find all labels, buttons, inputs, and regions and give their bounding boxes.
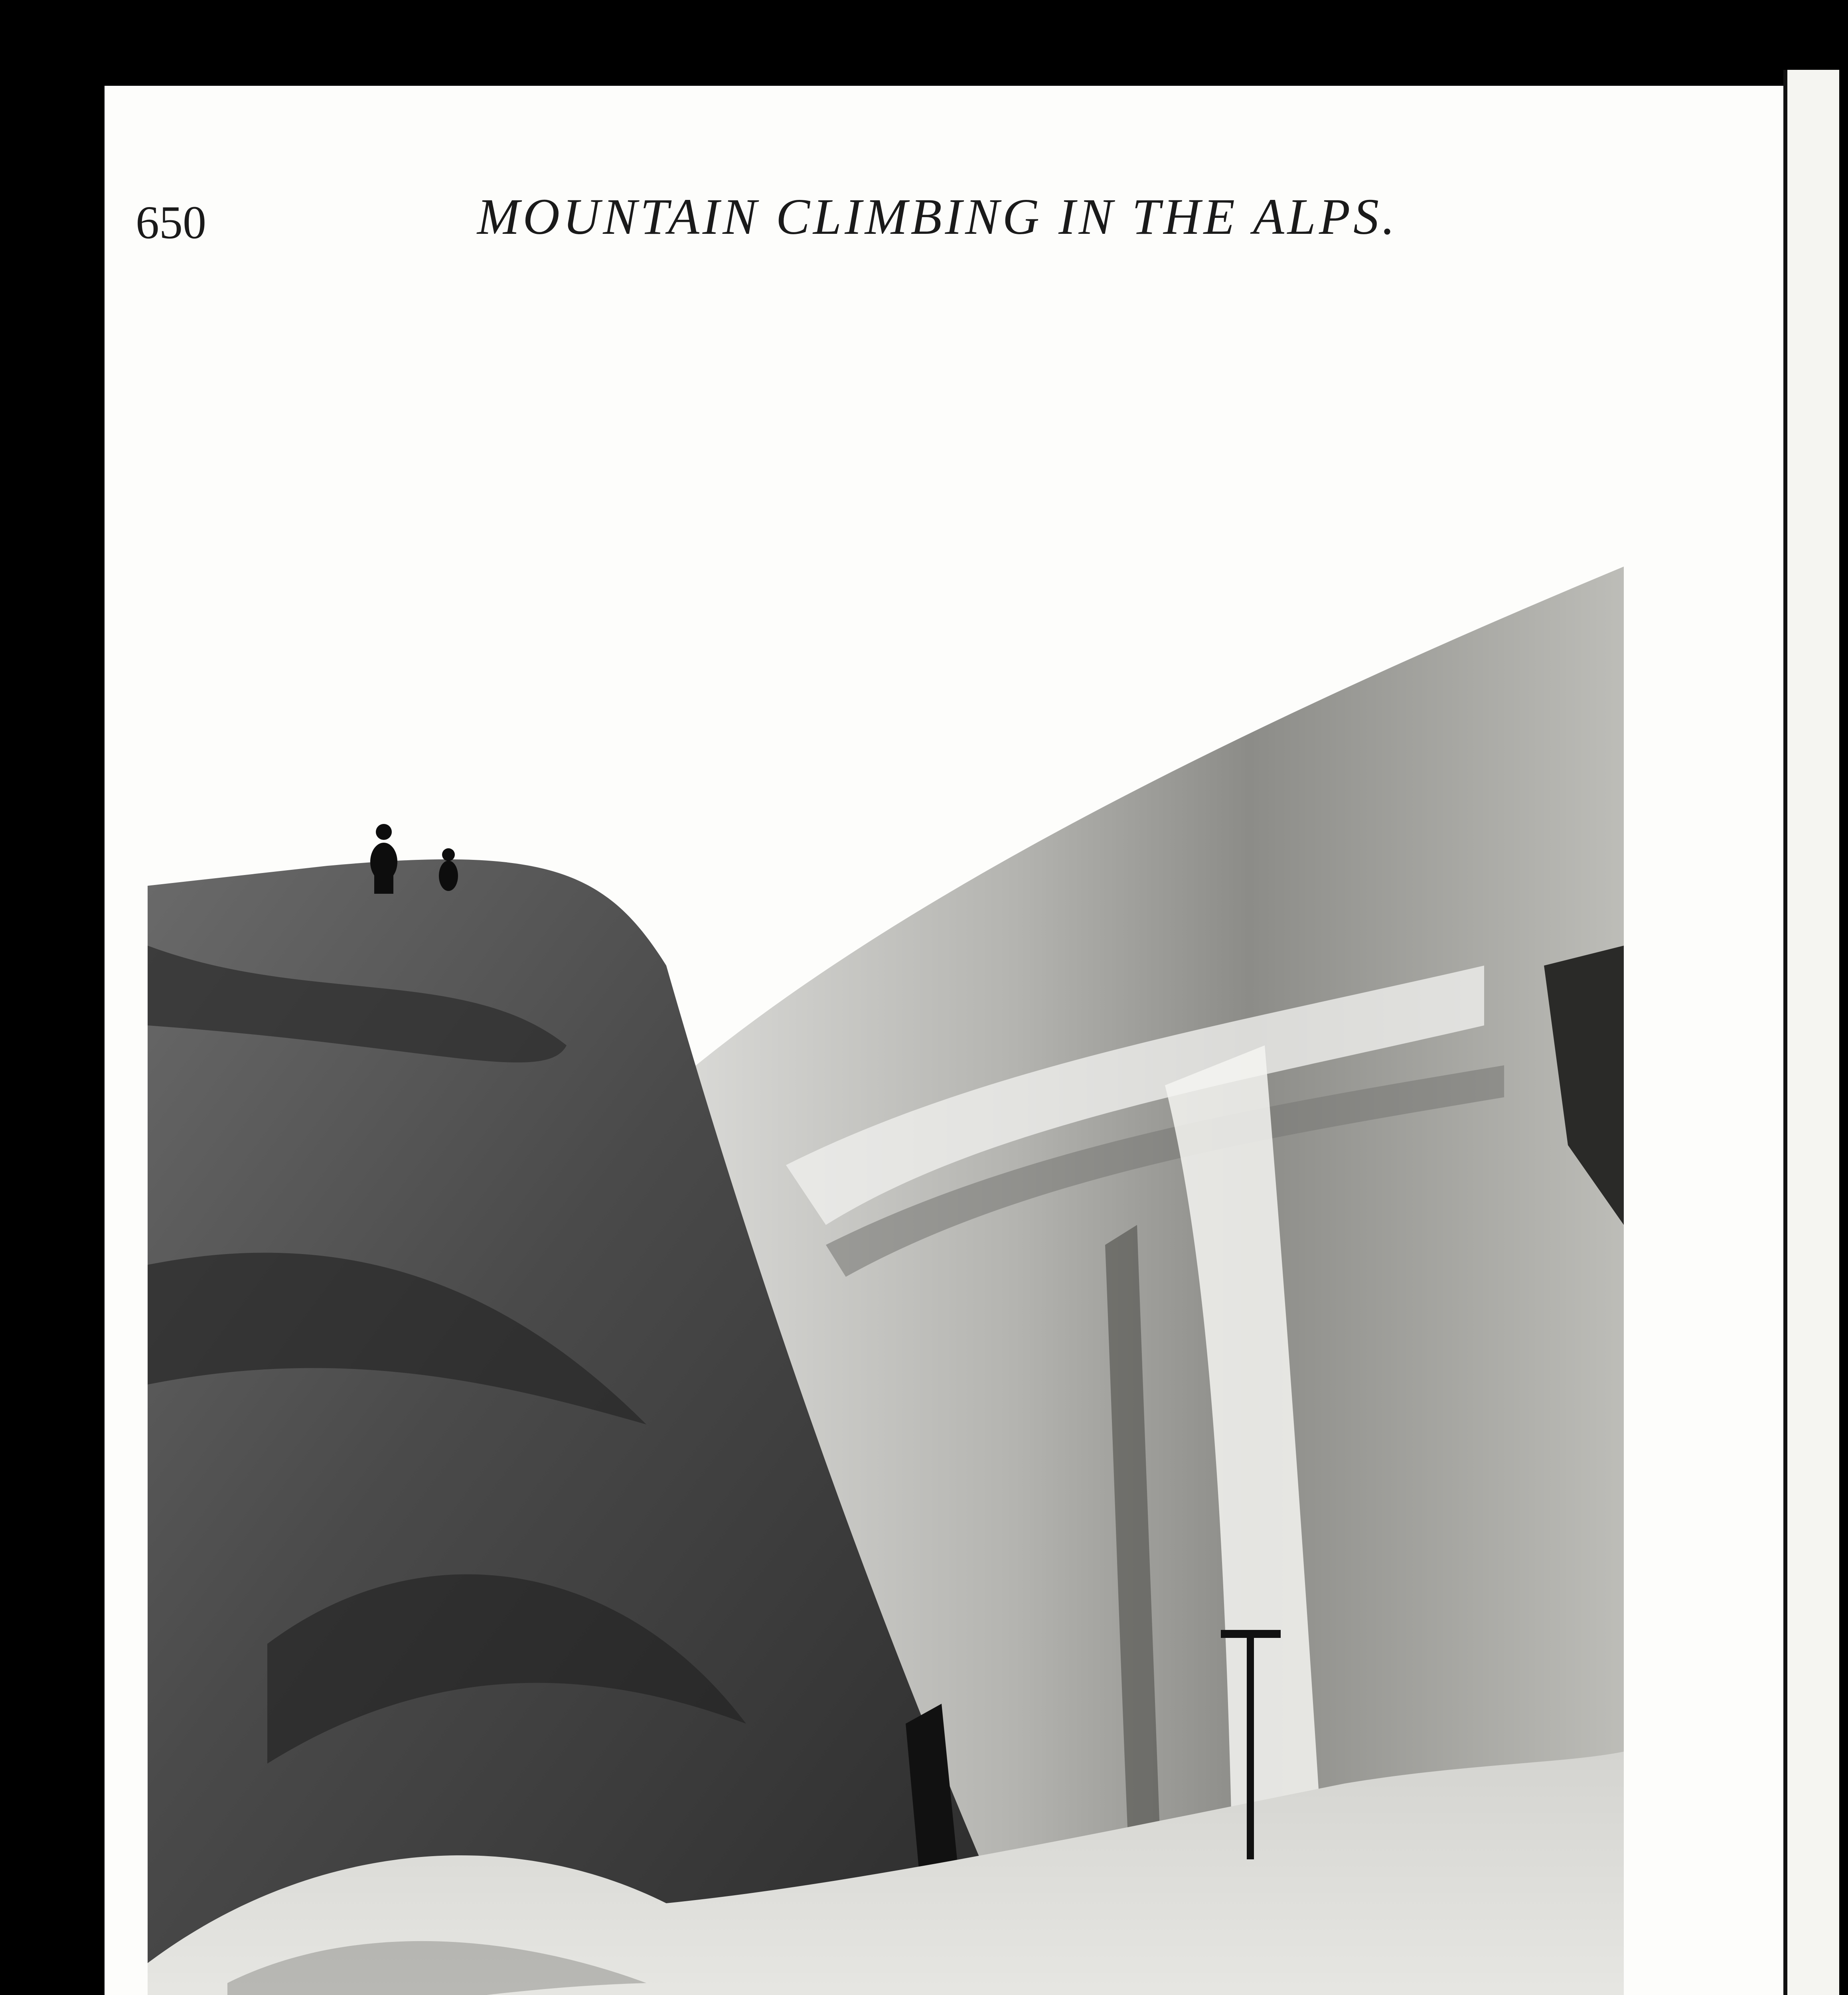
crevasse-photograph: [148, 567, 1624, 1995]
facing-page-edge: [1783, 70, 1839, 1995]
page-number: 650: [136, 196, 206, 249]
running-head: MOUNTAIN CLIMBING IN THE ALPS.: [477, 188, 1398, 245]
